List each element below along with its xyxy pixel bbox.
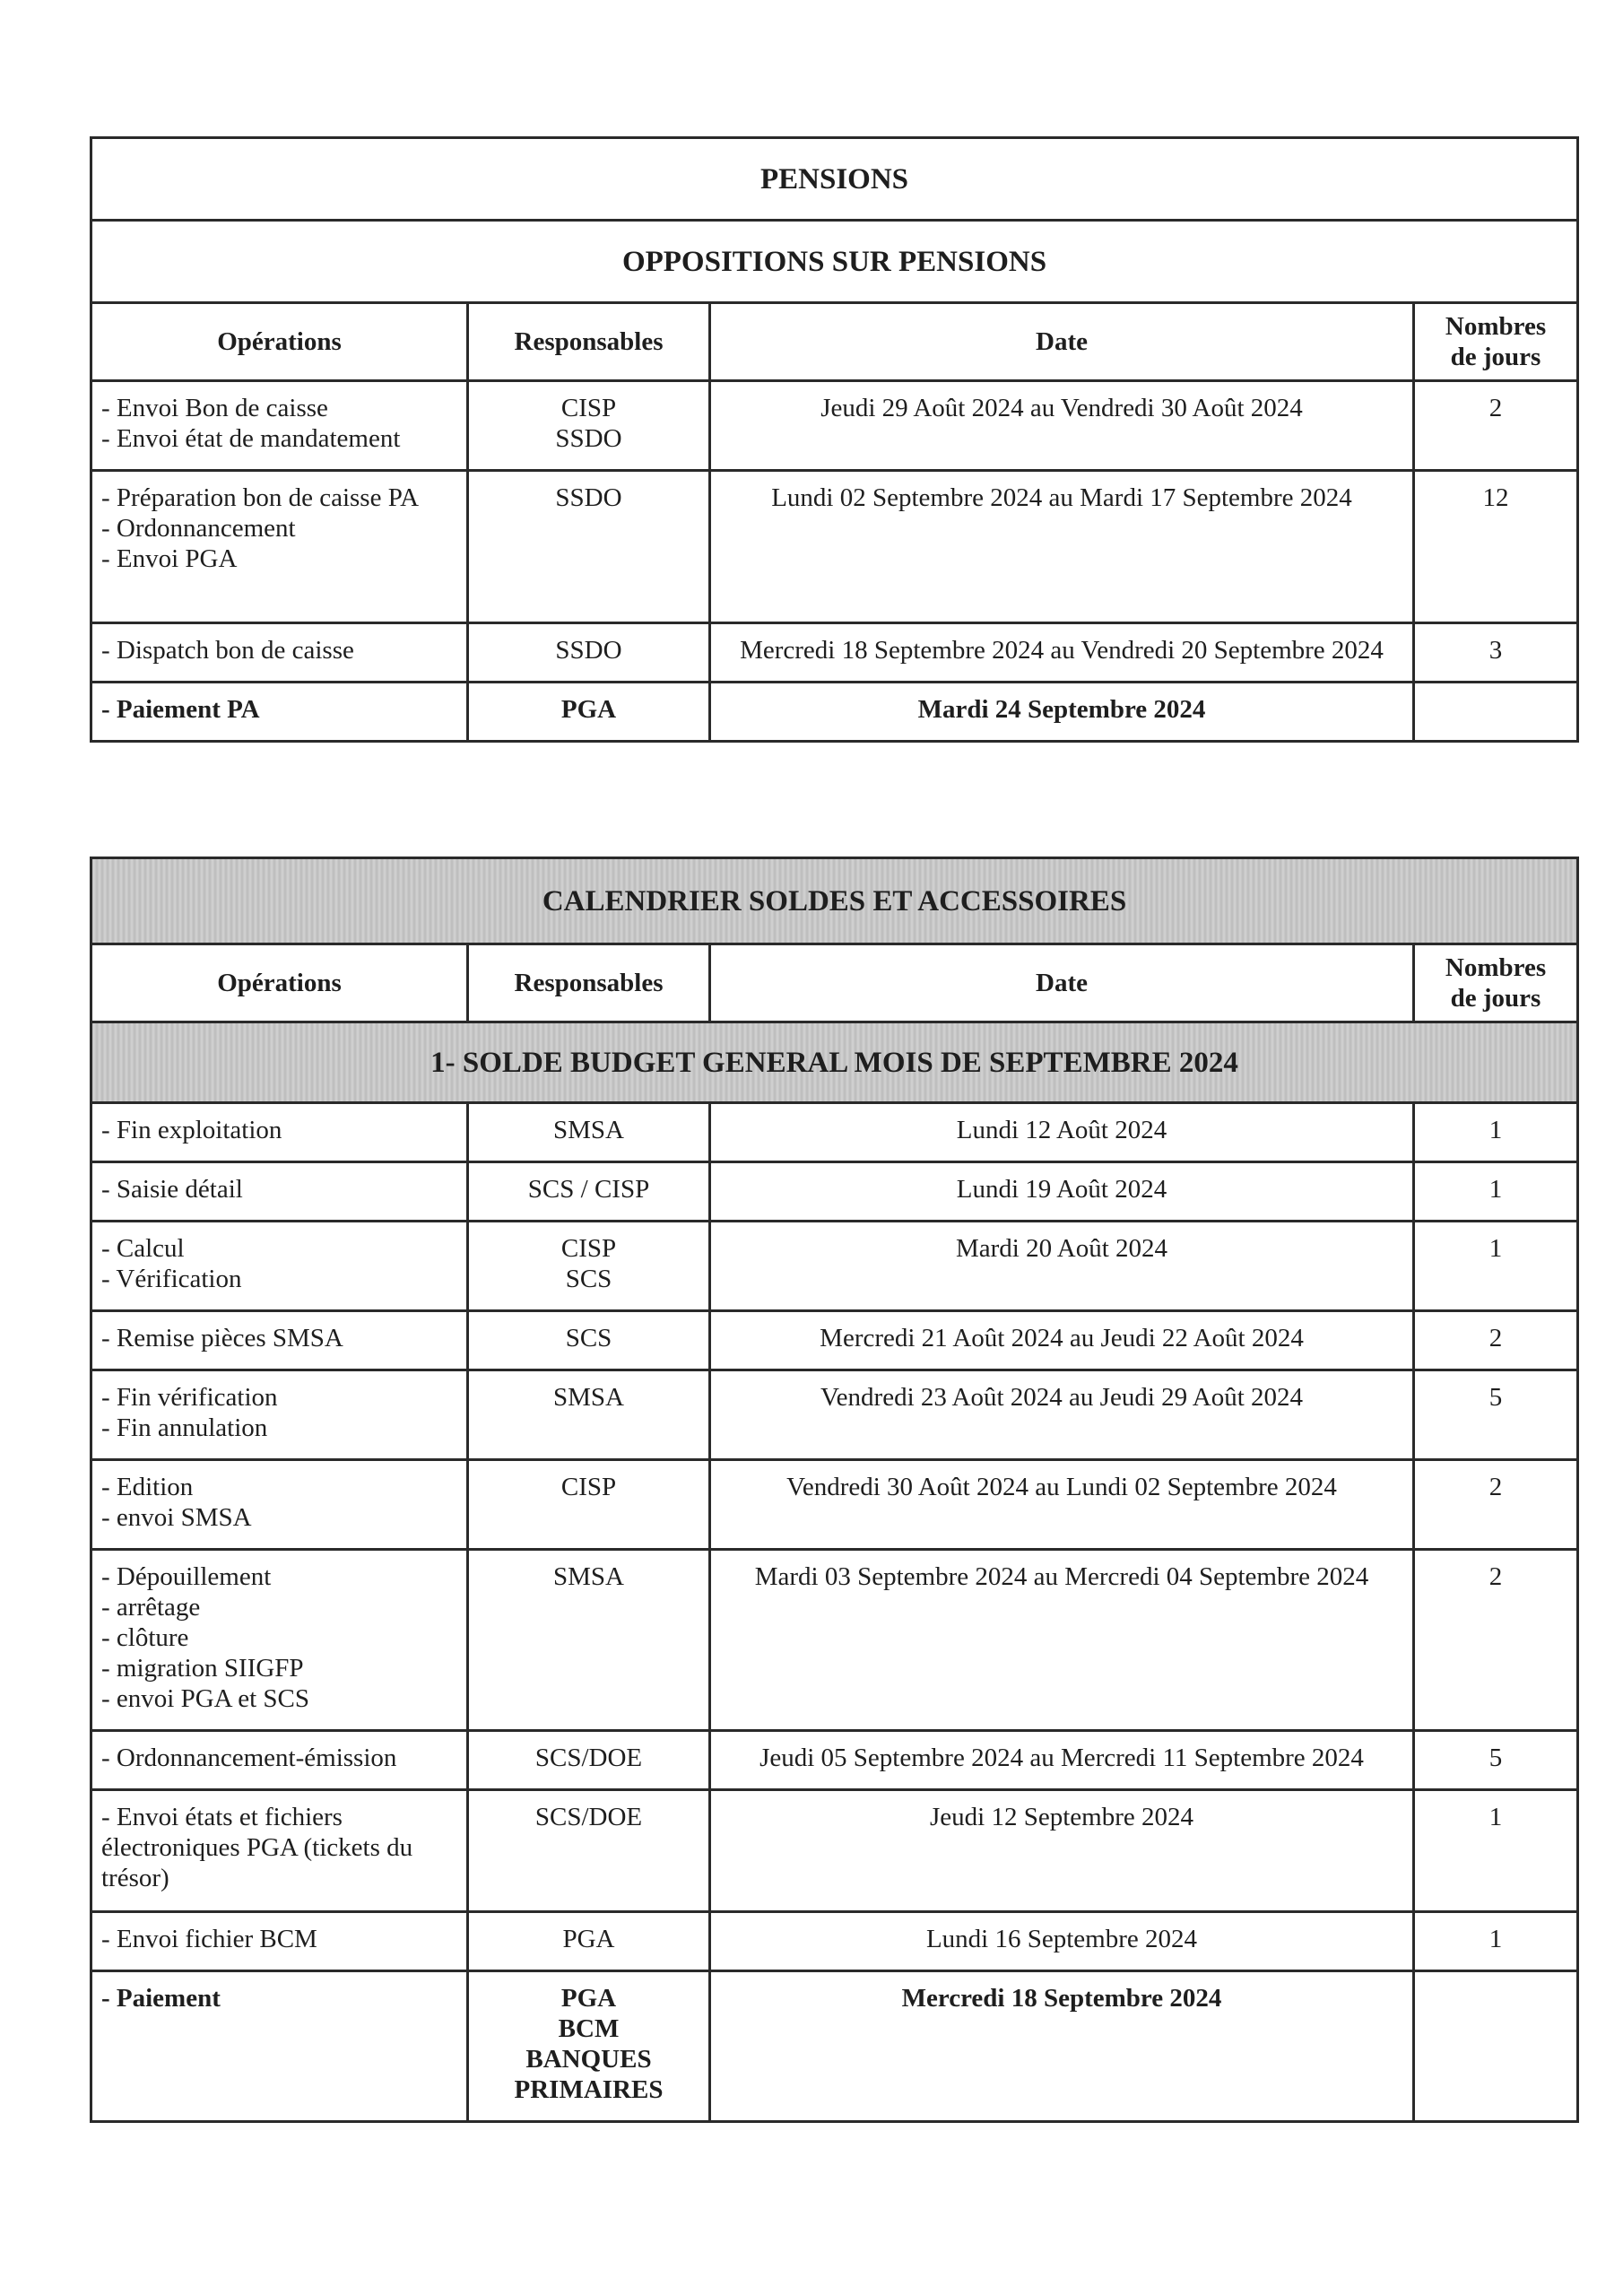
table-row	[91, 683, 1578, 742]
soldes-table	[90, 857, 1579, 2123]
responsables-cell: CISP SSDO	[468, 381, 710, 471]
days-cell: 1	[1414, 1912, 1578, 1971]
table-row	[91, 1731, 1578, 1790]
responsables-cell: PGA BCM BANQUES PRIMAIRES	[468, 1971, 710, 2122]
table-row	[91, 1162, 1578, 1222]
date-cell: Lundi 16 Septembre 2024	[710, 1912, 1414, 1971]
table-row	[91, 1222, 1578, 1311]
pensions-title: PENSIONS	[91, 138, 1578, 221]
days-cell: 1	[1414, 1222, 1578, 1311]
days-cell: 5	[1414, 1370, 1578, 1460]
responsables-cell: SCS / CISP	[468, 1162, 710, 1222]
header-responsables: Responsables	[468, 944, 710, 1022]
date-cell: Lundi 19 Août 2024	[710, 1162, 1414, 1222]
date-cell: Mercredi 21 Août 2024 au Jeudi 22 Août 2024	[710, 1311, 1414, 1370]
responsables-cell: SSDO	[468, 623, 710, 683]
header-operations: Opérations	[91, 303, 468, 381]
days-cell	[1414, 683, 1578, 742]
date-cell: Mardi 24 Septembre 2024	[710, 683, 1414, 742]
date-cell: Lundi 12 Août 2024	[710, 1103, 1414, 1162]
responsables-cell: SMSA	[468, 1550, 710, 1731]
header-responsables: Responsables	[468, 303, 710, 381]
table-row	[91, 1912, 1578, 1971]
header-nombres-jours: Nombres de jours	[1414, 944, 1578, 1022]
table-row	[91, 1370, 1578, 1460]
days-cell	[1414, 1971, 1578, 2122]
days-cell: 1	[1414, 1162, 1578, 1222]
responsables-cell: SCS	[468, 1311, 710, 1370]
days-cell: 1	[1414, 1790, 1578, 1912]
section-title: 1- SOLDE BUDGET GENERAL MOIS DE SEPTEMBRE 2024	[91, 1022, 1578, 1103]
pensions-table	[90, 136, 1579, 743]
responsables-cell: SMSA	[468, 1370, 710, 1460]
operations-cell: - Fin vérification - Fin annulation	[91, 1370, 468, 1460]
operations-cell: - Paiement	[91, 1971, 468, 2122]
table-row	[91, 1103, 1578, 1162]
date-cell: Mardi 03 Septembre 2024 au Mercredi 04 Septembre 2024	[710, 1550, 1414, 1731]
responsables-cell: SCS/DOE	[468, 1790, 710, 1912]
days-cell: 12	[1414, 471, 1578, 623]
days-cell: 2	[1414, 381, 1578, 471]
responsables-cell: CISP SCS	[468, 1222, 710, 1311]
header-date: Date	[710, 944, 1414, 1022]
soldes-title: CALENDRIER SOLDES ET ACCESSOIRES	[91, 858, 1578, 944]
table-row	[91, 1971, 1578, 2122]
table-row	[91, 1550, 1578, 1731]
header-nombres-jours: Nombres de jours	[1414, 303, 1578, 381]
operations-cell: - Remise pièces SMSA	[91, 1311, 468, 1370]
operations-cell: - Envoi Bon de caisse - Envoi état de mandatement	[91, 381, 468, 471]
header-operations: Opérations	[91, 944, 468, 1022]
days-cell: 3	[1414, 623, 1578, 683]
header-date: Date	[710, 303, 1414, 381]
operations-cell: - Préparation bon de caisse PA - Ordonnancement - Envoi PGA	[91, 471, 468, 623]
operations-cell: - Dispatch bon de caisse	[91, 623, 468, 683]
table-row	[91, 471, 1578, 623]
operations-cell: - Dépouillement - arrêtage - clôture - migration SIIGFP - envoi PGA et SCS	[91, 1550, 468, 1731]
days-cell: 2	[1414, 1311, 1578, 1370]
date-cell: Mercredi 18 Septembre 2024 au Vendredi 20 Septembre 2024	[710, 623, 1414, 683]
operations-cell: - Paiement PA	[91, 683, 468, 742]
responsables-cell: CISP	[468, 1460, 710, 1550]
responsables-cell: SMSA	[468, 1103, 710, 1162]
pensions-subtitle: OPPOSITIONS SUR PENSIONS	[91, 221, 1578, 303]
date-cell: Lundi 02 Septembre 2024 au Mardi 17 Septembre 2024	[710, 471, 1414, 623]
days-cell: 2	[1414, 1550, 1578, 1731]
table-row	[91, 381, 1578, 471]
table-row	[91, 1790, 1578, 1912]
operations-cell: - Calcul - Vérification	[91, 1222, 468, 1311]
date-cell: Jeudi 05 Septembre 2024 au Mercredi 11 Septembre 2024	[710, 1731, 1414, 1790]
responsables-cell: SCS/DOE	[468, 1731, 710, 1790]
table-row	[91, 1460, 1578, 1550]
table-row	[91, 623, 1578, 683]
date-cell: Vendredi 23 Août 2024 au Jeudi 29 Août 2024	[710, 1370, 1414, 1460]
days-cell: 5	[1414, 1731, 1578, 1790]
operations-cell: - Saisie détail	[91, 1162, 468, 1222]
date-cell: Jeudi 29 Août 2024 au Vendredi 30 Août 2024	[710, 381, 1414, 471]
operations-cell: - Edition - envoi SMSA	[91, 1460, 468, 1550]
responsables-cell: SSDO	[468, 471, 710, 623]
operations-cell: - Fin exploitation	[91, 1103, 468, 1162]
date-cell: Vendredi 30 Août 2024 au Lundi 02 Septembre 2024	[710, 1460, 1414, 1550]
operations-cell: - Envoi fichier BCM	[91, 1912, 468, 1971]
date-cell: Mardi 20 Août 2024	[710, 1222, 1414, 1311]
table-row	[91, 1311, 1578, 1370]
days-cell: 1	[1414, 1103, 1578, 1162]
date-cell: Jeudi 12 Septembre 2024	[710, 1790, 1414, 1912]
responsables-cell: PGA	[468, 1912, 710, 1971]
responsables-cell: PGA	[468, 683, 710, 742]
date-cell: Mercredi 18 Septembre 2024	[710, 1971, 1414, 2122]
days-cell: 2	[1414, 1460, 1578, 1550]
operations-cell: - Envoi états et fichiers électroniques PGA (tickets du trésor)	[91, 1790, 468, 1912]
operations-cell: - Ordonnancement-émission	[91, 1731, 468, 1790]
